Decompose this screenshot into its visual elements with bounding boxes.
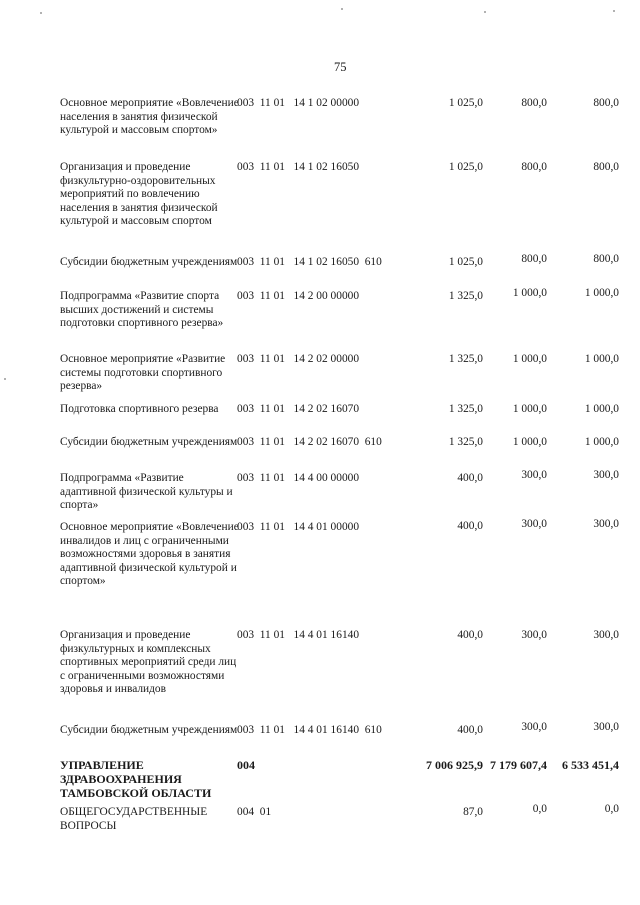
row-value-2: 300,0 bbox=[521, 721, 547, 733]
row-value-3: 300,0 bbox=[593, 721, 619, 733]
row-value-1: 400,0 bbox=[457, 520, 483, 532]
row-name: УПРАВЛЕНИЕ ЗДРАВООХРАНЕНИЯ ТАМБОВСКОЙ ОБЛАСТИ bbox=[60, 758, 212, 800]
row-code: 003 11 01 14 2 02 16070 bbox=[237, 403, 360, 415]
row-value-3: 1 000,0 bbox=[584, 353, 619, 365]
row-value-1: 7 006 925,9 bbox=[426, 758, 483, 772]
row-code: 004 bbox=[237, 758, 255, 772]
row-name: Основное мероприятие «Вовлечение населения в занятия физической культурой и массовым спортом» bbox=[60, 97, 239, 137]
row-code: 003 11 01 14 1 02 00000 bbox=[237, 97, 360, 109]
row-code: 003 11 01 14 2 02 16070 610 bbox=[237, 436, 382, 448]
row-value-2: 0,0 bbox=[532, 803, 547, 815]
row-value-1: 1 025,0 bbox=[448, 256, 483, 268]
row-value-2: 800,0 bbox=[521, 253, 547, 265]
scan-speck bbox=[613, 10, 615, 12]
scan-speck bbox=[40, 12, 42, 14]
row-name: Подготовка спортивного резерва bbox=[60, 403, 219, 415]
row-value-1: 87,0 bbox=[463, 806, 483, 818]
row-value-3: 300,0 bbox=[593, 629, 619, 641]
row-code: 004 01 bbox=[237, 806, 272, 818]
row-code: 003 11 01 14 4 01 00000 bbox=[237, 521, 360, 533]
row-value-1: 400,0 bbox=[457, 472, 483, 484]
row-name: Подпрограмма «Развитие спорта высших достижений и системы подготовки спортивного резерва» bbox=[60, 290, 224, 330]
row-name: Основное мероприятие «Развитие системы подготовки спортивного резерва» bbox=[60, 353, 226, 393]
scan-speck bbox=[4, 378, 6, 380]
row-name: Субсидии бюджетным учреждениям bbox=[60, 436, 238, 448]
row-name: Субсидии бюджетным учреждениям bbox=[60, 724, 238, 736]
scan-speck bbox=[341, 8, 343, 10]
row-value-3: 6 533 451,4 bbox=[562, 758, 619, 772]
row-name: ОБЩЕГОСУДАРСТВЕННЫЕ ВОПРОСЫ bbox=[60, 806, 208, 832]
row-value-2: 1 000,0 bbox=[512, 403, 547, 415]
row-name: Субсидии бюджетным учреждениям bbox=[60, 256, 238, 268]
row-value-2: 1 000,0 bbox=[512, 436, 547, 448]
row-value-1: 400,0 bbox=[457, 724, 483, 736]
row-code: 003 11 01 14 2 00 00000 bbox=[237, 290, 360, 302]
row-value-3: 300,0 bbox=[593, 518, 619, 530]
row-value-3: 1 000,0 bbox=[584, 436, 619, 448]
row-code: 003 11 01 14 2 02 00000 bbox=[237, 353, 360, 365]
page-number: 75 bbox=[334, 60, 347, 74]
row-value-3: 0,0 bbox=[604, 803, 619, 815]
row-value-2: 800,0 bbox=[521, 97, 547, 109]
row-value-1: 1 325,0 bbox=[448, 436, 483, 448]
scan-speck bbox=[484, 11, 486, 13]
row-value-2: 300,0 bbox=[521, 518, 547, 530]
row-code: 003 11 01 14 4 01 16140 610 bbox=[237, 724, 382, 736]
row-value-3: 800,0 bbox=[593, 161, 619, 173]
row-code: 003 11 01 14 1 02 16050 610 bbox=[237, 256, 382, 268]
row-name: Подпрограмма «Развитие адаптивной физической культуры и спорта» bbox=[60, 472, 233, 512]
row-value-1: 1 025,0 bbox=[448, 97, 483, 109]
row-value-2: 1 000,0 bbox=[512, 353, 547, 365]
row-value-1: 1 025,0 bbox=[448, 161, 483, 173]
row-value-2: 300,0 bbox=[521, 469, 547, 481]
row-value-1: 1 325,0 bbox=[448, 353, 483, 365]
row-name: Организация и проведение физкультурных и комплексных спортивных мероприятий среди лиц с ограниченными возможностями здоровья и инвалидов bbox=[60, 629, 237, 696]
row-value-1: 400,0 bbox=[457, 629, 483, 641]
row-code: 003 11 01 14 4 01 16140 bbox=[237, 629, 360, 641]
row-value-2: 300,0 bbox=[521, 629, 547, 641]
row-code: 003 11 01 14 4 00 00000 bbox=[237, 472, 360, 484]
row-value-3: 300,0 bbox=[593, 469, 619, 481]
row-value-3: 800,0 bbox=[593, 253, 619, 265]
row-value-2: 1 000,0 bbox=[512, 287, 547, 299]
row-name: Основное мероприятие «Вовлечение инвалидов и лиц с ограниченными возможностями здоровья в занятия адаптивной физической культурой и спортом» bbox=[60, 521, 239, 588]
row-value-2: 800,0 bbox=[521, 161, 547, 173]
row-value-1: 1 325,0 bbox=[448, 290, 483, 302]
row-name: Организация и проведение физкультурно-оздоровительных мероприятий по вовлечению населения в занятия физической культурой и массовым спортом bbox=[60, 161, 218, 228]
row-value-3: 1 000,0 bbox=[584, 287, 619, 299]
row-code: 003 11 01 14 1 02 16050 bbox=[237, 161, 360, 173]
row-value-2: 7 179 607,4 bbox=[490, 758, 547, 772]
row-value-1: 1 325,0 bbox=[448, 403, 483, 415]
row-value-3: 800,0 bbox=[593, 97, 619, 109]
row-value-3: 1 000,0 bbox=[584, 403, 619, 415]
